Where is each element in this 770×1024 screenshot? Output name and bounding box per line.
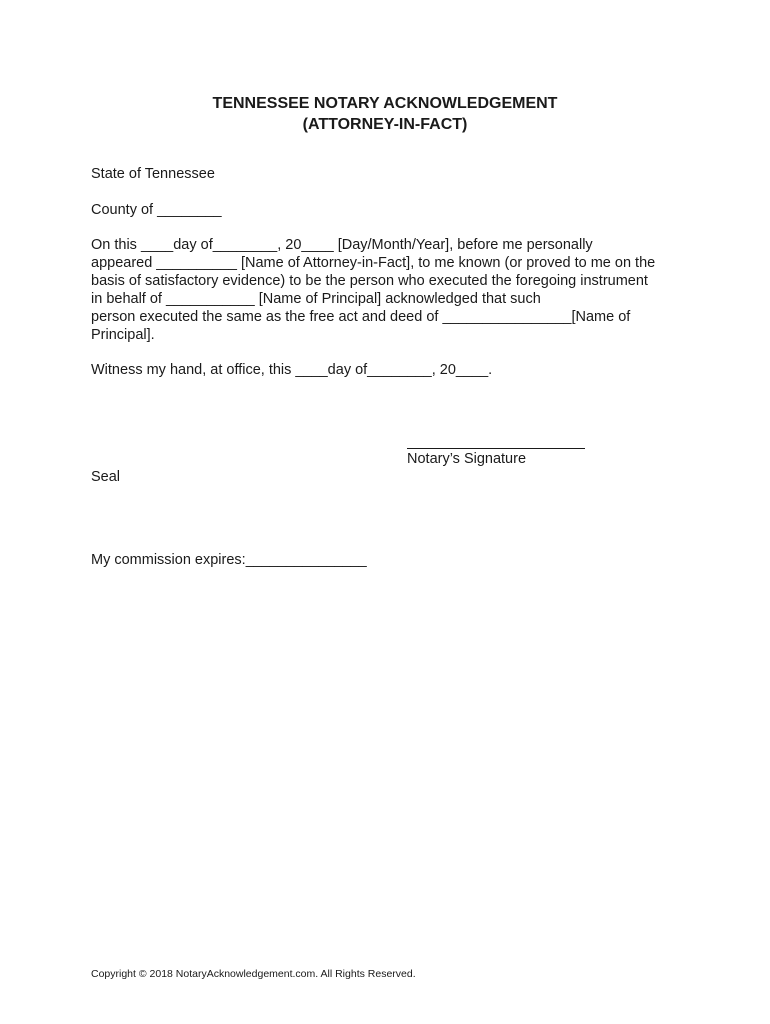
signature-label: Notary’s Signature — [407, 451, 527, 467]
signature-line — [407, 448, 585, 449]
document-subtitle: (ATTORNEY-IN-FACT) — [302, 116, 468, 133]
county-line: County of ________ — [91, 202, 222, 218]
body-line: basis of satisfactory evidence) to be the person who executed the foregoing instrument — [91, 273, 648, 289]
seal-label: Seal — [91, 469, 121, 485]
document-title: TENNESSEE NOTARY ACKNOWLEDGEMENT — [212, 95, 558, 112]
copyright-footer: Copyright © 2018 NotaryAcknowledgement.com. All Rights Reserved. — [91, 968, 416, 980]
acknowledgement-paragraph — [91, 236, 691, 344]
commission-line: My commission expires:_______________ — [91, 552, 367, 568]
body-line: On this ____day of________, 20____ [Day/Month/Year], before me personally — [91, 237, 593, 253]
body-line: person executed the same as the free act and deed of ________________[Name of — [91, 309, 631, 325]
witness-line: Witness my hand, at office, this ____day of________, 20____. — [91, 362, 493, 378]
body-line: in behalf of ___________ [Name of Principal] acknowledged that such — [91, 291, 541, 307]
state-line: State of Tennessee — [91, 166, 215, 182]
body-line: appeared __________ [Name of Attorney-in-Fact], to me known (or proved to me on the — [91, 255, 656, 271]
body-line: Principal]. — [91, 327, 155, 343]
